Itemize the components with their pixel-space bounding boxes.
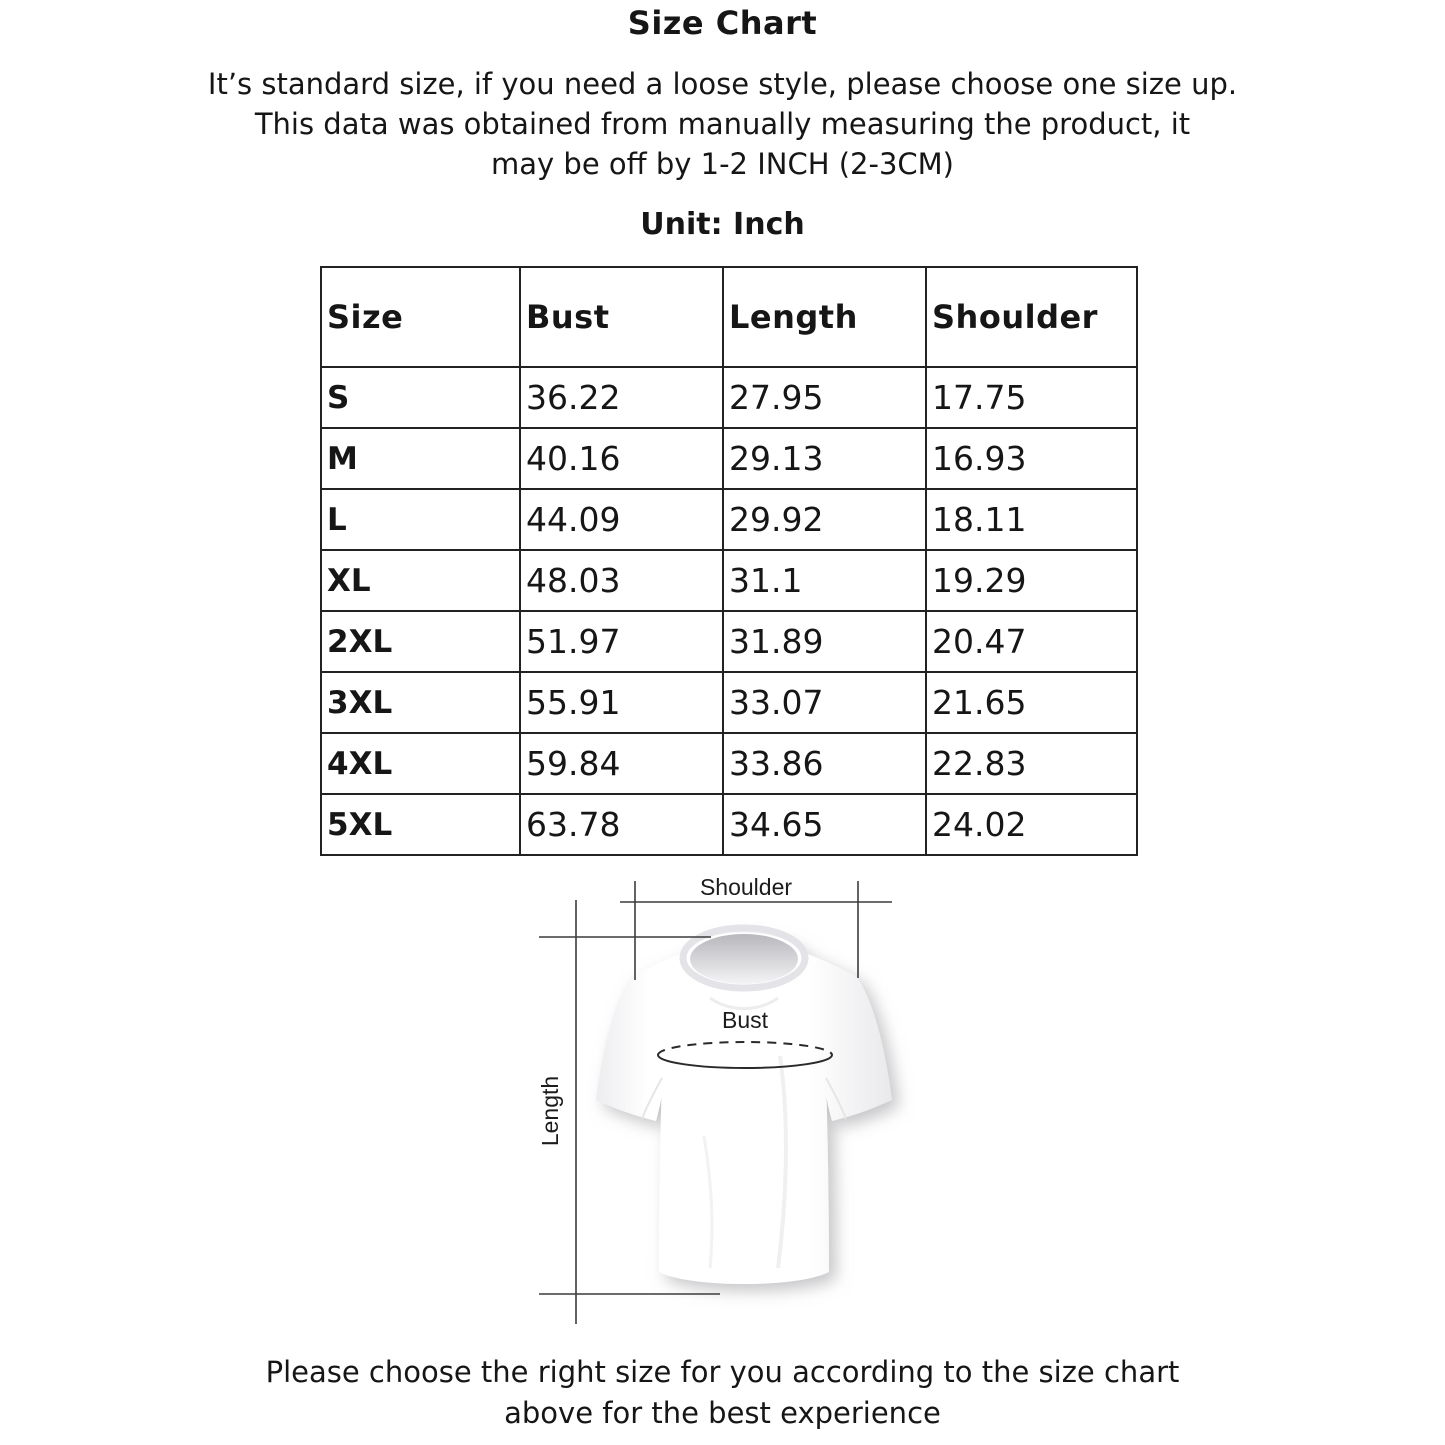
table-row [321,489,1137,550]
table-row [321,611,1137,672]
value-cell: 31.89 [723,611,926,672]
value-cell: 20.47 [926,611,1137,672]
description-line: may be off by 1-2 INCH (2-3CM) [491,147,954,181]
size-cell: 4XL [321,733,520,794]
value-cell: 51.97 [520,611,723,672]
value-cell: 16.93 [926,428,1137,489]
size-cell: 2XL [321,611,520,672]
value-cell: 36.22 [520,367,723,428]
size-table [320,266,1138,856]
column-header-length: Length [723,267,926,367]
length-label: Length [537,1075,563,1147]
value-cell: 31.1 [723,550,926,611]
table-row [321,794,1137,855]
value-cell: 55.91 [520,672,723,733]
tshirt-measurement-diagram [528,876,960,1344]
size-cell: L [321,489,520,550]
table-header-row [321,267,1137,367]
value-cell: 24.02 [926,794,1137,855]
table-row [321,672,1137,733]
size-description [0,64,1445,184]
description-line: It’s standard size, if you need a loose style, please choose one size up. [207,67,1238,101]
column-header-size: Size [321,267,520,367]
unit-label: Unit: Inch [640,207,805,242]
value-cell: 17.75 [926,367,1137,428]
shoulder-label: Shoulder [699,876,793,900]
value-cell: 33.86 [723,733,926,794]
value-cell: 33.07 [723,672,926,733]
value-cell: 27.95 [723,367,926,428]
footer-line: above for the best experience [504,1396,941,1430]
size-cell: M [321,428,520,489]
footer-line: Please choose the right size for you according to the size chart [265,1355,1180,1389]
size-cell: S [321,367,520,428]
value-cell: 18.11 [926,489,1137,550]
table-row [321,367,1137,428]
table-row [321,550,1137,611]
value-cell: 63.78 [520,794,723,855]
page-title: Size Chart [627,4,818,42]
value-cell: 44.09 [520,489,723,550]
tshirt-diagram-svg [528,876,960,1344]
column-header-bust: Bust [520,267,723,367]
value-cell: 59.84 [520,733,723,794]
table-row [321,733,1137,794]
value-cell: 34.65 [723,794,926,855]
description-line: This data was obtained from manually measuring the product, it [254,107,1191,141]
value-cell: 21.65 [926,672,1137,733]
bust-label: Bust [721,1007,769,1033]
tshirt-illustration [596,928,892,1284]
size-cell: XL [321,550,520,611]
value-cell: 19.29 [926,550,1137,611]
footer-note [0,1352,1445,1434]
column-header-shoulder: Shoulder [926,267,1137,367]
value-cell: 29.92 [723,489,926,550]
size-cell: 3XL [321,672,520,733]
value-cell: 29.13 [723,428,926,489]
table-row [321,428,1137,489]
value-cell: 22.83 [926,733,1137,794]
size-cell: 5XL [321,794,520,855]
value-cell: 48.03 [520,550,723,611]
value-cell: 40.16 [520,428,723,489]
